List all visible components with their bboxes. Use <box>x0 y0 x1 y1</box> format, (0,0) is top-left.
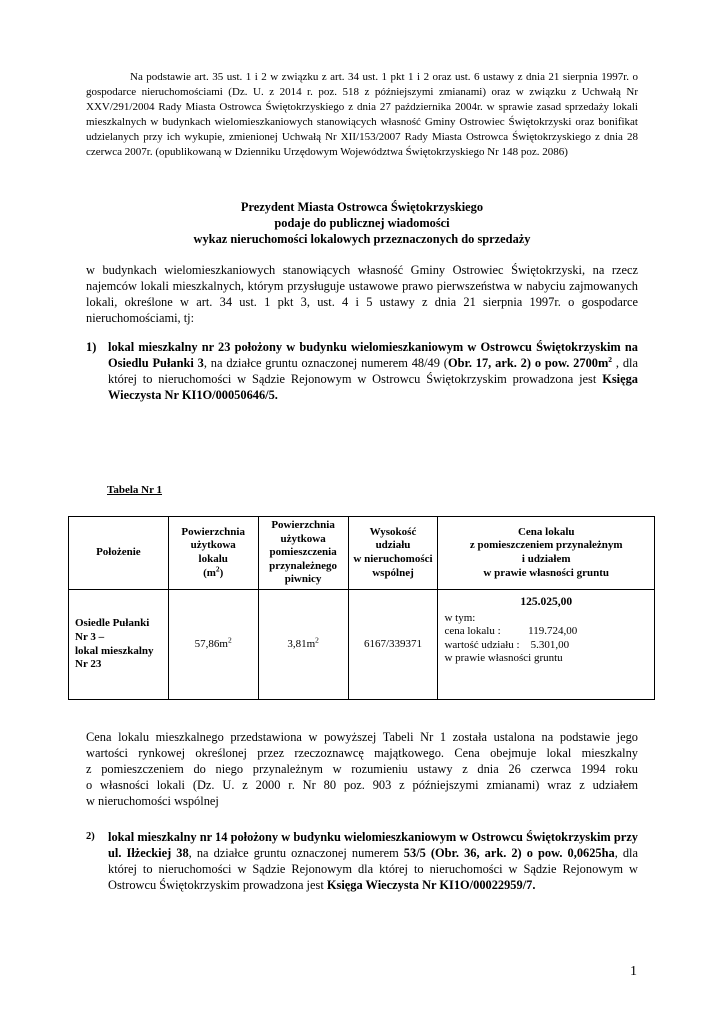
header-price: Cena lokalu z pomieszczeniem przynależnym i udziałem w prawie własności gruntu <box>438 517 655 590</box>
price-explanation-line-4: o własności lokali (Dz. U. z 2000 r. Nr 80 poz. 903 z późniejszymi zmianami) wraz z udziałem <box>86 778 638 793</box>
price-explanation-line-3: z pomieszczeniem do niego przynależnym w rozumieniu ustawy z dnia 26 czerwca 1994 roku <box>86 762 638 777</box>
item-1-plot-area: Obr. 17, ark. 2) o pow. 2700m <box>447 356 609 371</box>
price-explanation-line-5: w nieruchomości wspólnej <box>86 794 219 809</box>
header-share: Wysokość udziału w nieruchomości wspólnej <box>348 517 438 590</box>
table-row <box>69 590 655 700</box>
header-location: Położenie <box>69 517 169 590</box>
item-1-text-b: , dla której to nieruchomości w Sądzie Rejonowym w Ostrowcu Świętokrzyskim prowadzona jest <box>108 356 638 387</box>
intro-paragraph: Na podstawie art. 35 ust. 1 i 2 w związku z art. 34 ust. 1 pkt 1 i 2 oraz ust. 6 ustawy z dnia 21 sierpnia 1997r. o gospodarce nieruchomościami (Dz. U. z 2014 r. poz. 518 z późniejszymi zmianami) oraz w związku z Uchwałą Nr XXV/291/2004 Rady Miasta Ostrowca Świętokrzyskiego z dnia 27 października 2004r. w sprawie zasad sprzedaży lokali mieszkalnych w budynkach wielomieszkaniowych stanowiących własność Gminy Ostrowiec Świętokrzyski oraz bonifikat udzielanych przy ich wykupie, zmienionej Uchwałą Nr XII/153/2007 Rady Miasta Ostrowca Świętokrzyskiego z dnia 28 czerwca 2007r. (opublikowaną w Dzienniku Urzędowym Województwa Świętokrzyskiego Nr 148 poz. 2086) <box>86 71 638 159</box>
item-2-plot-area: 53/5 (Obr. 36, ark. 2) o pow. 0,0625ha <box>403 846 615 861</box>
item-2-text-b: , dla której to nieruchomości w Sądzie Rejonowym dla której to nieruchomości w Sądzie Rejonowym w Ostrowcu Świętokrzyskim prowadzona jest <box>108 846 638 893</box>
item-2-number: 2) <box>86 831 95 842</box>
announcement-heading <box>86 199 638 247</box>
price-line-4: w prawie własności gruntu <box>444 652 563 665</box>
property-item-1 <box>86 339 638 403</box>
header-area: Powierzchnia użytkowa lokalu $(m^2)$ <box>168 517 258 590</box>
cell-cellar: $3,81m^2$ <box>258 590 348 700</box>
cell-location: Osiedle Pułanki Nr 3 – lokal mieszkalny Nr 23 <box>69 590 169 700</box>
property-table <box>68 516 655 700</box>
heading-line-2: podaje do publicznej wiadomości <box>274 216 450 230</box>
heading-line-3: wykaz nieruchomości lokalowych przeznaczonych do sprzedaży <box>193 232 531 246</box>
table-title: Tabela Nr 1 <box>107 484 163 496</box>
item-1-title: lokal mieszkalny nr 23 położony w budynku wielomieszkaniowym w Ostrowcu Świętokrzyskim na Osiedlu Pułanki 3 <box>108 340 638 371</box>
property-item-2 <box>86 829 638 893</box>
cell-share: 6167/339371 <box>348 590 438 700</box>
item-1-number: 1) <box>86 340 97 354</box>
item-2-land-register: Księga Wieczysta Nr KI1O/00022959/7. <box>326 878 536 893</box>
table-header-row <box>69 517 655 590</box>
scope-paragraph: w budynkach wielomieszkaniowych stanowiących własność Gminy Ostrowiec Świętokrzyski, na rzecz najemców lokali mieszkalnych, którym przysługuje ustawowe prawo pierwszeństwa w nabyciu zajmowanych lokali, określone w art. 34 ust. 1 pkt 3, ust. 4 i 5 ustawy z dnia 21 sierpnia 1997r. o gospodarce nieruchomościami, tj: <box>86 263 638 326</box>
price-total: 125.025,00 <box>520 596 573 608</box>
header-cellar: Powierzchnia użytkowa pomieszczenia przynależnego piwnicy <box>258 517 348 590</box>
price-explanation-line-1: Cena lokalu mieszkalnego przedstawiona w powyższej Tabeli Nr 1 została ustalona na podstawie jego <box>86 730 638 744</box>
item-1-land-register: Księga Wieczysta Nr KI1O/00050646/5. <box>108 372 638 403</box>
item-1-sup: 2 <box>608 354 613 364</box>
price-line-3: wartość udziału : 5.301,00 <box>444 638 570 651</box>
page-number: 1 <box>630 964 637 979</box>
price-line-1: w tym: <box>444 611 476 624</box>
heading-line-1: Prezydent Miasta Ostrowca Świętokrzyskiego <box>240 200 484 214</box>
item-1-text-a: , na działce gruntu oznaczonej numerem 48/49 ( <box>203 356 448 371</box>
price-line-2: cena lokalu : 119.724,00 <box>444 625 578 638</box>
cell-area: $57,86m^2$ <box>168 590 258 700</box>
item-2-text-a: , na działce gruntu oznaczonej numerem <box>188 846 404 861</box>
cell-price <box>438 590 655 700</box>
price-explanation-paragraph <box>86 729 638 809</box>
price-explanation-line-2: wartości rynkowej określonej przez rzeczoznawcę majątkowego. Cena obejmuje lokal mieszkalny <box>86 746 638 761</box>
item-2-title: lokal mieszkalny nr 14 położony w budynku wielomieszkaniowym w Ostrowcu Świętokrzyskim przy ul. Iłżeckiej 38 <box>108 830 638 861</box>
